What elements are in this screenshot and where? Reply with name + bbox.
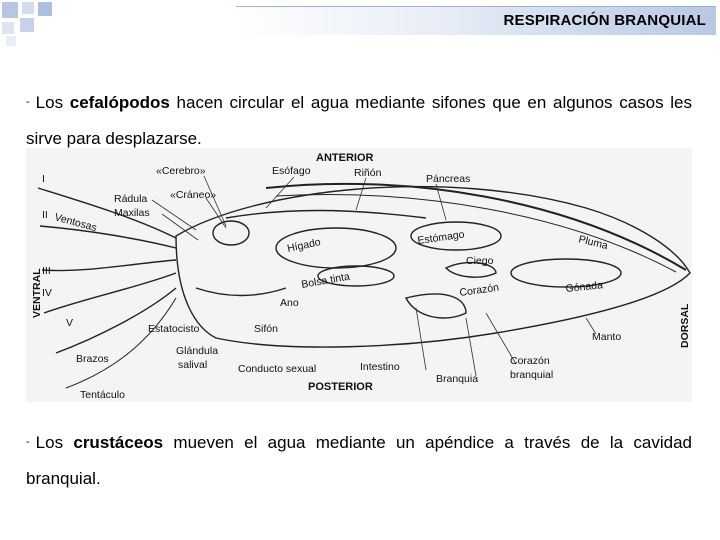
label-corazon-branquial-2: branquial: [510, 369, 554, 381]
title-bar: [236, 6, 716, 35]
label-roman-4: IV: [42, 287, 52, 299]
corner-square-5: [20, 18, 34, 32]
label-ventral: VENTRAL: [31, 268, 43, 318]
label-salival: salival: [178, 359, 208, 371]
label-roman-3: III: [42, 265, 51, 277]
label-ano: Ano: [280, 297, 299, 309]
label-higado: Hígado: [286, 236, 322, 255]
paragraph-text-start: Los: [35, 93, 70, 112]
label-manto: Manto: [592, 331, 622, 343]
label-sifon: Sifón: [254, 323, 278, 335]
label-brazos: Brazos: [76, 353, 109, 365]
slide-title: RESPIRACIÓN BRANQUIAL: [503, 12, 706, 29]
squid-anatomy-svg: [26, 148, 692, 402]
label-pluma: Pluma: [577, 233, 610, 253]
bullet-dash: -: [26, 436, 30, 448]
paragraph-text-end: hacen circular el agua mediante sifones que en algunos casos les sirve para desplazarse.: [26, 93, 692, 148]
label-ciego: Ciego: [466, 255, 494, 267]
squid-anatomy-diagram: [26, 148, 692, 402]
label-corazon: Corazón: [458, 281, 500, 299]
corner-square-2: [22, 2, 34, 14]
label-pancreas: Páncreas: [426, 173, 471, 185]
label-roman-1: I: [42, 173, 45, 185]
label-glandula: Glándula: [176, 345, 219, 357]
paragraph-crustaceans: [26, 424, 692, 497]
label-craneo: «Cráneo»: [170, 189, 217, 201]
paragraph-text-end: mueven el agua mediante un apéndice a través de la cavidad branquial.: [26, 433, 692, 488]
corner-square-3: [38, 2, 52, 16]
brain-organ: [213, 221, 249, 245]
bullet-dash: -: [26, 96, 30, 108]
label-cerebro: «Cerebro»: [156, 165, 206, 177]
corner-square-6: [6, 36, 16, 46]
label-gonada: Gónada: [565, 279, 604, 295]
label-radula: Rádula: [114, 193, 148, 205]
label-dorsal: DORSAL: [679, 303, 691, 348]
esophagus: [226, 211, 426, 219]
label-roman-5: V: [66, 317, 74, 329]
label-estatocisto: Estatocisto: [148, 323, 200, 335]
label-maxilas: Maxilas: [114, 207, 150, 219]
gill-branquia: [406, 294, 466, 318]
label-tentaculo: Tentáculo: [80, 389, 125, 401]
paragraph-text-start: Los: [35, 433, 74, 452]
label-branquia: Branquia: [436, 373, 479, 385]
term-crustaceos: crustáceos: [73, 433, 164, 452]
label-ventosas: Ventosas: [53, 211, 99, 235]
label-corazon-branquial-1: Corazón: [510, 355, 550, 367]
label-rinon: Riñón: [354, 167, 382, 179]
corner-square-1: [2, 2, 18, 18]
siphon: [196, 288, 286, 296]
corner-square-4: [2, 22, 14, 34]
arm-4: [44, 273, 176, 313]
label-conducto-sexual: Conducto sexual: [238, 363, 317, 375]
label-anterior: ANTERIOR: [316, 152, 374, 164]
label-intestino: Intestino: [360, 361, 400, 373]
paragraph-cephalopods: [26, 84, 692, 157]
arm-3: [42, 260, 176, 271]
label-roman-2: II: [42, 209, 48, 221]
arm-5: [56, 288, 176, 353]
label-posterior: POSTERIOR: [308, 381, 373, 393]
label-esofago: Esófago: [272, 165, 311, 177]
term-cefalopodos: cefalópodos: [69, 93, 170, 112]
label-bolsa-tinta: Bolsa tinta: [300, 270, 351, 291]
label-estomago: Estómago: [416, 228, 466, 247]
